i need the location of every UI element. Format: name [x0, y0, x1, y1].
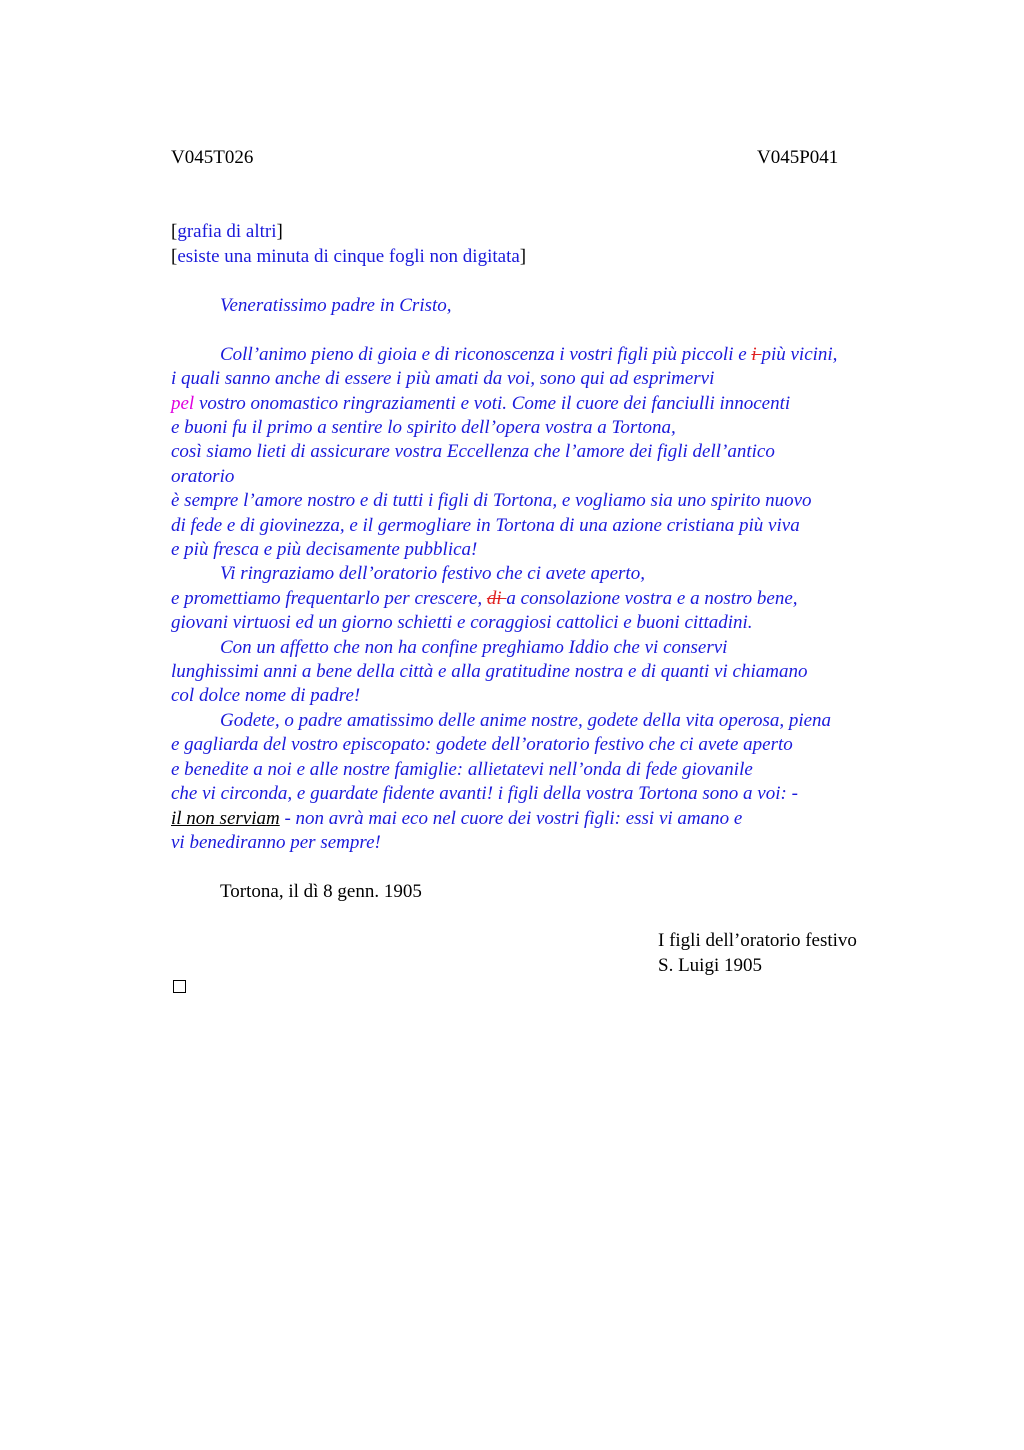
editorial-note-handwriting-text: grafia di altri — [177, 221, 277, 242]
editorial-note-draft-text: esiste una minuta di cinque fogli non digitata — [177, 245, 520, 267]
letter-salutation: Veneratissimo padre in Cristo, — [220, 295, 452, 316]
letter-line: Godete, o padre amatissimo delle anime nostre, godete della vita operosa, piena — [220, 709, 832, 731]
corrected-word: pel — [171, 392, 195, 414]
letter-line: e più fresca e più decisamente pubblica! — [171, 539, 478, 561]
letter-line: e benedite a noi e alle nostre famiglie: allietatevi nell’onda di fede giovanile — [171, 758, 753, 780]
letter-text: più vicini, — [761, 343, 838, 365]
letter-dateline: Tortona, il dì 8 genn. 1905 — [220, 881, 422, 902]
letter-text: a consolazione vostra e a nostro bene, — [506, 587, 798, 609]
editorial-notes — [171, 220, 526, 269]
letter-line — [171, 807, 911, 831]
document-code-right: V045P041 — [757, 147, 839, 168]
letter-line: Con un affetto che non ha confine preghiamo Iddio che vi conservi — [220, 636, 728, 658]
letter-line — [171, 392, 911, 416]
deleted-text: i — [751, 343, 762, 365]
letter-line: che vi circonda, e guardate fidente avanti! i figli della vostra Tortona sono a voi: - — [171, 783, 798, 805]
document-code-left: V045T026 — [171, 147, 254, 168]
letter-line: Vi ringraziamo dell’oratorio festivo che ci avete aperto, — [220, 563, 645, 585]
letter-text: - non avrà mai eco nel cuore dei vostri figli: essi vi amano e — [279, 807, 743, 829]
letter-text: vostro onomastico ringraziamenti e voti. Come il cuore dei fanciulli innocenti — [194, 392, 791, 414]
letter-line: di fede e di giovinezza, e il germogliare in Tortona di una azione cristiana più viva — [171, 514, 800, 536]
letter-line: e gagliarda del vostro episcopato: godete dell’oratorio festivo che ci avete aperto — [171, 734, 793, 756]
signature-line: I figli dell’oratorio festivo — [658, 930, 857, 951]
letter-line: così siamo lieti di assicurare vostra Eccellenza che l’amore dei figli dell’antico — [171, 441, 775, 463]
letter-line — [171, 587, 911, 611]
letter-body — [171, 294, 911, 855]
underlined-quote: il non serviam — [171, 807, 280, 829]
letter-line: col dolce nome di padre! — [171, 685, 361, 707]
letter-text: e promettiamo frequentarlo per crescere, — [171, 587, 487, 609]
letter-line — [171, 343, 911, 367]
letter-line: e buoni fu il primo a sentire lo spirito dell’opera vostra a Tortona, — [171, 417, 676, 439]
letter-line: giovani virtuosi ed un giorno schietti e coraggiosi cattolici e buoni cittadini. — [171, 612, 753, 634]
deleted-text: di — [486, 587, 507, 609]
blank-line — [171, 318, 911, 342]
letter-line: i quali sanno anche di essere i più amati da voi, sono qui ad esprimervi — [171, 368, 715, 390]
letter-line: lunghissimi anni a bene della città e alla gratitudine nostra e di quanti vi chiamano — [171, 661, 808, 683]
letter-line: vi benediranno per sempre! — [171, 831, 381, 853]
letter-line: oratorio — [171, 465, 235, 487]
end-of-document-box-icon — [173, 980, 186, 993]
signature-line: S. Luigi 1905 — [658, 954, 762, 976]
editorial-note-draft: [esiste una minuta di cinque fogli non digitata] — [171, 245, 527, 267]
letter-signature — [658, 929, 857, 978]
letter-text: Coll’animo pieno di gioia e di riconoscenza i vostri figli più piccoli e — [220, 343, 752, 365]
letter-line: è sempre l’amore nostro e di tutti i figli di Tortona, e vogliamo sia uno spirito nuovo — [171, 490, 812, 512]
editorial-note-handwriting: [grafia di altri] — [171, 221, 283, 242]
